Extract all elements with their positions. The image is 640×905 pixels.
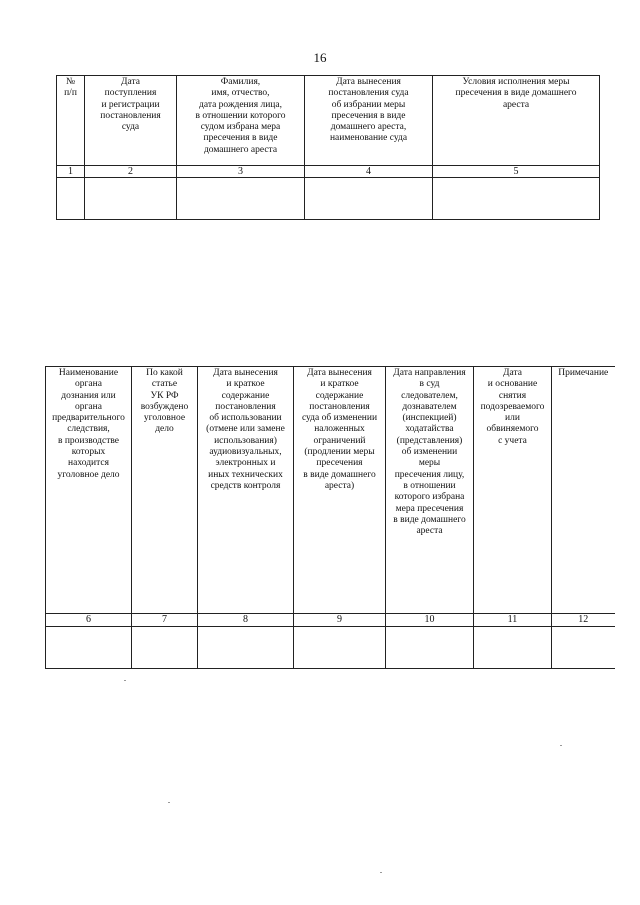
- t2-header-investigating-body: Наименование органа дознания или органа предварительного следствия, в производстве которых находится уголовное дело: [46, 367, 132, 614]
- t1-col-number: 3: [177, 166, 305, 178]
- t2-col-number: 11: [474, 614, 552, 627]
- table1-header-row: [57, 76, 600, 166]
- t2-col-number: 10: [386, 614, 474, 627]
- table1-number-row: [57, 166, 600, 178]
- t2-col-number: 12: [552, 614, 615, 627]
- t1-header-person: Фамилия, имя, отчество, дата рождения лица, в отношении которого судом избрана мера пресечения в виде домашнего ареста: [177, 76, 305, 166]
- t2-empty-cell: [198, 627, 294, 669]
- table2-number-row: [46, 614, 615, 627]
- table1-empty-row: [57, 178, 600, 220]
- t1-col-number: 1: [57, 166, 85, 178]
- t2-header-monitoring-devices: Дата вынесения и краткое содержание постановления об использовании (отмене или замене использования) аудиовизуальных, электронных и иных технических средств контроля: [198, 367, 294, 614]
- t1-header-court-decision: Дата вынесения постановления суда об избрании меры пресечения в виде домашнего ареста, наименование суда: [305, 76, 433, 166]
- t1-col-number: 4: [305, 166, 433, 178]
- t2-col-number: 9: [294, 614, 386, 627]
- t2-empty-cell: [294, 627, 386, 669]
- t2-header-petition-date: Дата направления в суд следователем, дознавателем (инспекцией) ходатайства (представления) об изменении меры пресечения лицу, в отношении которого избрана мера пресечения в виде домашнего ареста: [386, 367, 474, 614]
- t1-empty-cell: [85, 178, 177, 220]
- t2-empty-cell: [132, 627, 198, 669]
- t1-header-registration-date: Дата поступления и регистрации постановления суда: [85, 76, 177, 166]
- t1-empty-cell: [57, 178, 85, 220]
- t1-header-conditions: Условия исполнения меры пресечения в виде домашнего ареста: [433, 76, 600, 166]
- scan-speck: [168, 802, 170, 803]
- t2-header-criminal-code-article: По какой статье УК РФ возбуждено уголовное дело: [132, 367, 198, 614]
- t2-col-number: 8: [198, 614, 294, 627]
- t2-col-number: 7: [132, 614, 198, 627]
- t2-empty-cell: [386, 627, 474, 669]
- table2-empty-row: [46, 627, 615, 669]
- table2-header-row: [46, 367, 615, 614]
- t1-empty-cell: [177, 178, 305, 220]
- t2-empty-cell: [474, 627, 552, 669]
- scan-speck: [124, 680, 126, 681]
- t1-empty-cell: [305, 178, 433, 220]
- t1-empty-cell: [433, 178, 600, 220]
- t2-empty-cell: [46, 627, 132, 669]
- t2-col-number: 6: [46, 614, 132, 627]
- register-table-part-2: [45, 366, 615, 669]
- t2-header-deregistration: Дата и основание снятия подозреваемого или обвиняемого с учета: [474, 367, 552, 614]
- t1-header-index: № п/п: [57, 76, 85, 166]
- t1-col-number: 2: [85, 166, 177, 178]
- t2-header-restriction-change: Дата вынесения и краткое содержание постановления суда об изменении наложенных ограничений (продлении меры пресечения в виде домашнего ареста): [294, 367, 386, 614]
- t1-col-number: 5: [433, 166, 600, 178]
- t2-header-notes: Примечание: [552, 367, 615, 614]
- scan-speck: [560, 745, 562, 746]
- page-number: 16: [313, 50, 327, 65]
- t2-empty-cell: [552, 627, 615, 669]
- scan-speck: [380, 872, 382, 873]
- register-table-part-1: [56, 75, 600, 220]
